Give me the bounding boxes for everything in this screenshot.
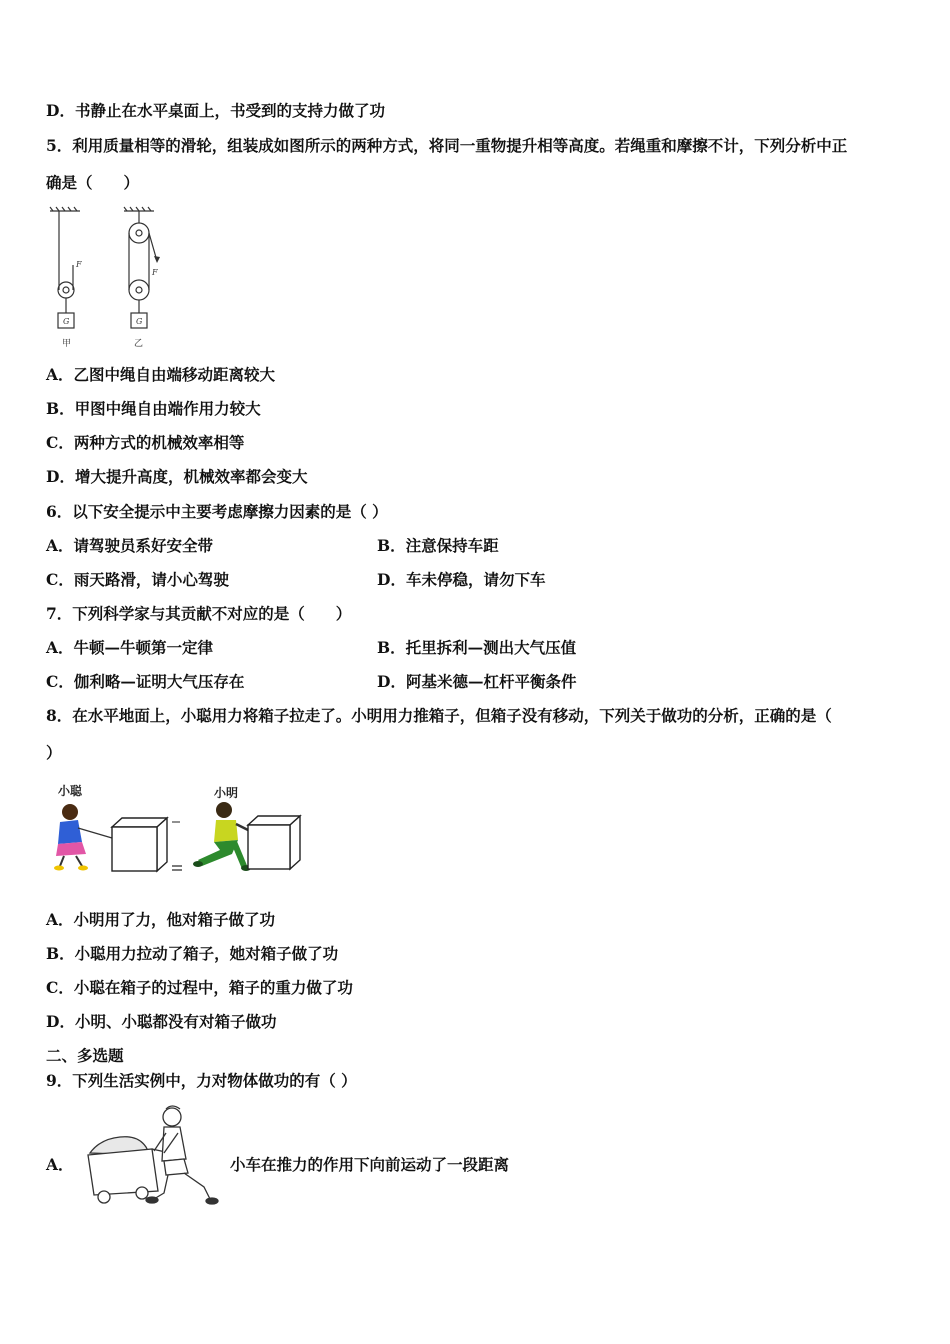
line-q6-option-d: D．车未停稳，请勿下车 [377, 570, 546, 589]
line-q6-option-b: B．注意保持车距 [377, 536, 499, 555]
line-q5-option-d: D．增大提升高度，机械效率都会变大 [46, 467, 308, 486]
line-q8-option-a: A．小明用了力，他对箱子做了功 [46, 910, 276, 929]
line-q5-option-b: B．甲图中绳自由端作用力较大 [46, 399, 261, 418]
line-q5-stem-1: 5．利用质量相等的滑轮，组装成如图所示的两种方式，将同一重物提升相等高度。若绳重和摩擦不计，下列分析中正 [46, 136, 848, 155]
line-q5-stem-2: 确是（ ） [46, 173, 140, 192]
line-q9-option-a-text: 小车在推力的作用下向前运动了一段距离 [230, 1155, 510, 1174]
line-q8-stem-2: ） [46, 743, 62, 762]
line-q8-stem-1: 8．在水平地面上，小聪用力将箱子拉走了。小明用力推箱子，但箱子没有移动，下列关于做功的分析，正确的是（ [46, 706, 832, 725]
pulley-weight-label-left: G [63, 317, 70, 326]
line-q7-option-b: B．托里拆利—测出大气压值 [377, 638, 577, 657]
pulley-caption-left: 甲 [62, 339, 72, 349]
pulley-weight-label-right: G [136, 317, 143, 326]
line-q8-option-c: C．小聪在箱子的过程中，箱子的重力做了功 [46, 978, 353, 997]
pulley-figure [44, 205, 174, 350]
box-figure-name-left: 小聪 [58, 784, 83, 798]
line-q8-option-b: B．小聪用力拉动了箱子，她对箱子做了功 [46, 944, 339, 963]
box-figure-name-right: 小明 [214, 786, 239, 800]
line-q5-option-a: A．乙图中绳自由端移动距离较大 [46, 365, 276, 384]
line-q6-stem: 6．以下安全提示中主要考虑摩擦力因素的是（ ） [46, 502, 388, 521]
line-q5-option-c: C．两种方式的机械效率相等 [46, 433, 245, 452]
line-q6-option-c: C．雨天路滑，请小心驾驶 [46, 570, 229, 589]
pulley-caption-right: 乙 [134, 339, 144, 349]
section-heading-multi-choice: 二、多选题 [46, 1046, 124, 1065]
line-q8-option-d: D．小明、小聪都没有对箱子做功 [46, 1012, 277, 1031]
line-q7-option-c: C．伽利略—证明大气压存在 [46, 672, 245, 691]
pulley-force-label-left: F [76, 260, 82, 269]
line-q9-stem: 9．下列生活实例中，力对物体做功的有（ ） [46, 1071, 357, 1090]
line-q7-stem: 7．下列科学家与其贡献不对应的是（ ） [46, 604, 352, 623]
pulley-force-label-right: F [152, 268, 158, 277]
line-q9-option-a-label: A． [46, 1155, 74, 1174]
line-q7-option-a: A．牛顿—牛顿第一定律 [46, 638, 214, 657]
box-figure [52, 780, 307, 875]
line-q6-option-a: A．请驾驶员系好安全带 [46, 536, 214, 555]
line-q4-option-d: D．书静止在水平桌面上，书受到的支持力做了功 [46, 101, 385, 120]
cart-push-figure [80, 1103, 222, 1209]
line-q7-option-d: D．阿基米德—杠杆平衡条件 [377, 672, 577, 691]
